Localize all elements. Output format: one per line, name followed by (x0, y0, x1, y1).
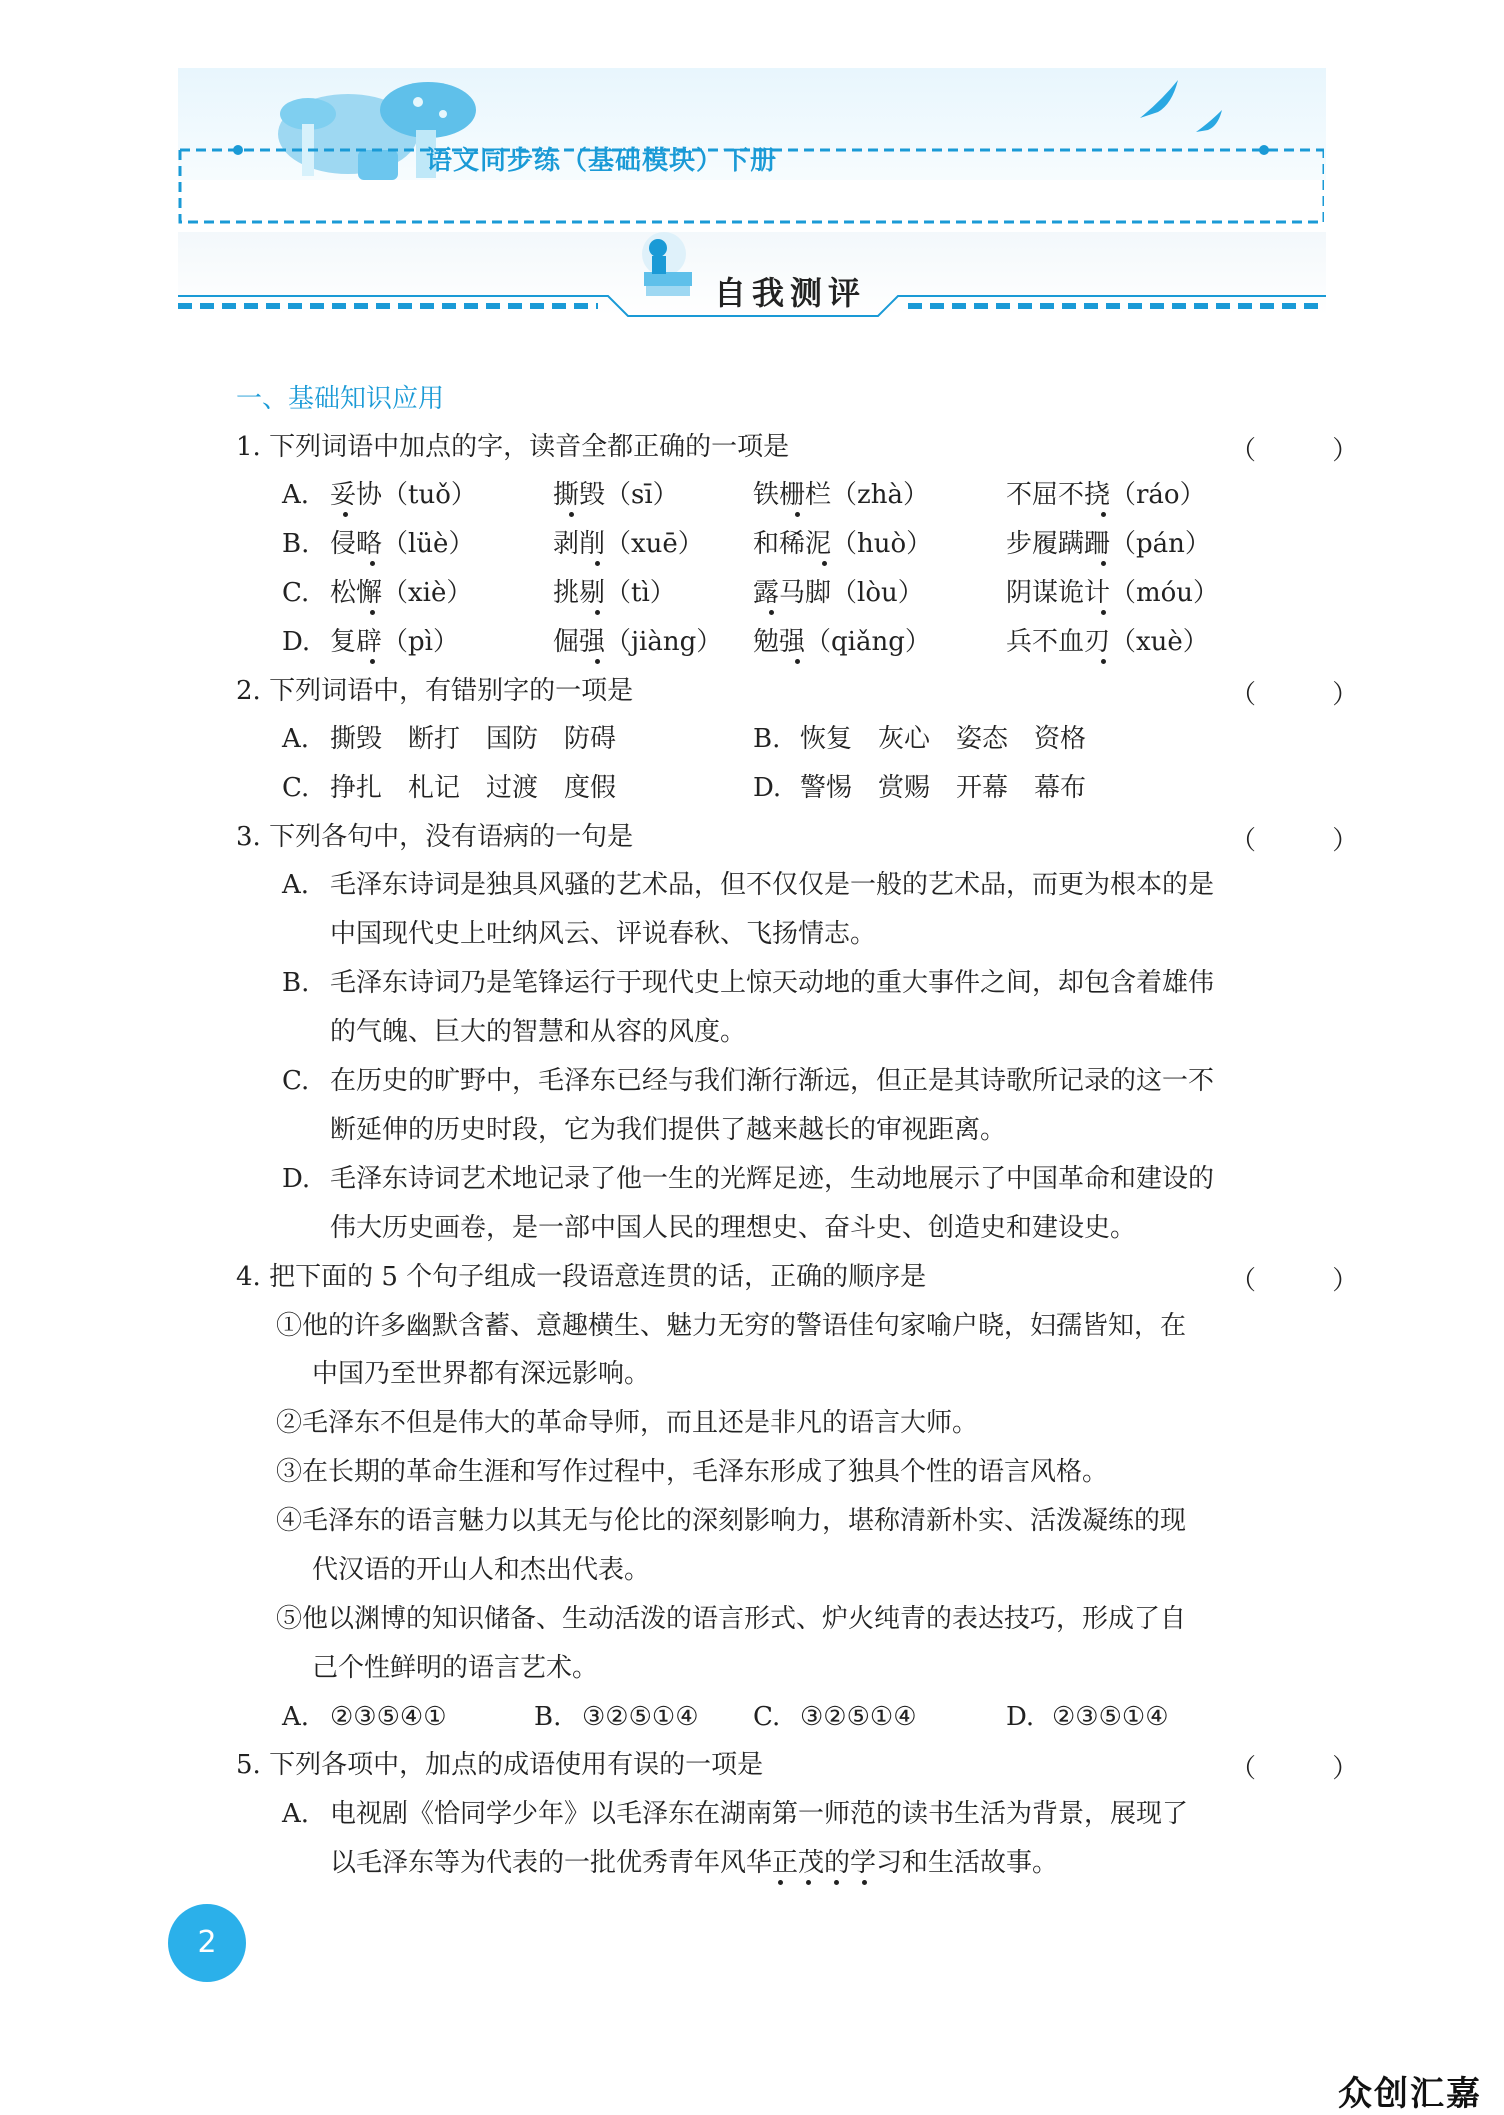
emphasis-dot (569, 512, 574, 517)
answer-blank: （ ） (1230, 436, 1393, 466)
option-line: 伟大历史画卷，是一部中国人民的理想史、奋斗史、创造史和建设史。 (330, 1213, 1137, 1243)
sentence-line: ④毛泽东的语言魅力以其无与伦比的深刻影响力，堪称清新朴实、活泼凝练的现 (276, 1506, 1187, 1536)
page-number-badge: 2 (168, 1904, 246, 1982)
question-stem: 下列各句中，没有语病的一句是 (269, 822, 634, 852)
option-label: D. (1006, 1702, 1035, 1732)
question-4 (236, 1260, 926, 1294)
option-text: ③②⑤①④ (582, 1702, 699, 1732)
option-item: 露马脚（lòu） (753, 578, 924, 608)
option-line: 中国现代史上吐纳风云、评说春秋、飞扬情志。 (330, 919, 877, 949)
option-label: D. (282, 627, 311, 657)
option-label: C. (282, 1066, 310, 1096)
option-item: 铁栅栏（zhà） (753, 480, 929, 510)
emphasis-dot (343, 512, 348, 517)
option-item: 步履蹒跚（pán） (1006, 529, 1211, 559)
answer-blank: （ ） (1230, 680, 1393, 710)
section-title: 自我测评 (714, 274, 867, 312)
option-text: 挣扎 札记 过渡 度假 (330, 773, 617, 803)
option-item: 和稀泥（huò） (753, 529, 933, 559)
option-label: A. (282, 724, 310, 754)
question-stem: 下列各项中，加点的成语使用有误的一项是 (269, 1750, 764, 1780)
question-number: 1. (236, 432, 261, 462)
sentence-line: ①他的许多幽默含蓄、意趣横生、魅力无穷的警语佳句家喻户晓，妇孺皆知，在 (276, 1311, 1187, 1341)
question-1 (236, 430, 789, 464)
option-text: 恢复 灰心 姿态 资格 (800, 724, 1087, 754)
option-text: 撕毁 断打 国防 防碍 (330, 724, 617, 754)
option-item: 倔强（jiàng） (553, 627, 723, 657)
option-item: 兵不血刃（xuè） (1006, 627, 1209, 657)
emphasis-dot (862, 1880, 867, 1885)
question-number: 3. (236, 822, 261, 852)
emphasis-dot (370, 610, 375, 615)
option-item: 不屈不挠（ráo） (1006, 480, 1206, 510)
option-line: 的气魄、巨大的智慧和从容的风度。 (330, 1017, 747, 1047)
emphasis-dot (834, 1880, 839, 1885)
emphasis-dot (778, 1880, 783, 1885)
emphasis-dot (1101, 659, 1106, 664)
option-label: A. (282, 480, 310, 510)
option-item: 挑剔（tì） (553, 578, 676, 608)
question-5 (236, 1748, 763, 1782)
book-title: 语文同步练（基础模块）下册 (426, 146, 778, 176)
option-line: 毛泽东诗词是独具风骚的艺术品，但不仅仅是一般的艺术品，而更为根本的是 (330, 870, 1215, 900)
emphasis-dot (822, 561, 827, 566)
option-line: 以毛泽东等为代表的一批优秀青年风华正茂的学习和生活故事。 (330, 1848, 1059, 1878)
emphasis-dot (795, 659, 800, 664)
emphasis-dot (1101, 561, 1106, 566)
answer-blank: （ ） (1230, 1754, 1393, 1784)
answer-blank: （ ） (1230, 1266, 1393, 1296)
emphasis-dot (595, 561, 600, 566)
option-text: ②③⑤④① (330, 1702, 447, 1732)
option-label: D. (753, 773, 782, 803)
sentence-line: 己个性鲜明的语言艺术。 (312, 1653, 599, 1683)
question-number: 4. (236, 1262, 261, 1292)
option-item: 侵略（lüè） (330, 529, 475, 559)
option-label: B. (282, 968, 310, 998)
option-item: 勉强（qiǎng） (753, 627, 931, 657)
option-line: 在历史的旷野中，毛泽东已经与我们渐行渐远，但正是其诗歌所记录的这一不 (330, 1066, 1215, 1096)
option-text: 警惕 赏赐 开幕 幕布 (800, 773, 1087, 803)
question-stem: 把下面的 5 个句子组成一段语意连贯的话，正确的顺序是 (269, 1262, 927, 1292)
question-stem: 下列词语中，有错别字的一项是 (269, 676, 634, 706)
option-text: ③②⑤①④ (800, 1702, 917, 1732)
answer-blank: （ ） (1230, 826, 1393, 856)
emphasis-dot (595, 659, 600, 664)
option-label: B. (282, 529, 310, 559)
reading-boy-icon (624, 228, 704, 308)
option-item: 剥削（xuē） (553, 529, 704, 559)
option-item: 妥协（tuǒ） (330, 480, 477, 510)
option-line: 毛泽东诗词乃是笔锋运行于现代史上惊天动地的重大事件之间，却包含着雄伟 (330, 968, 1215, 998)
emphasis-dot (1101, 610, 1106, 615)
emphasis-dot (595, 610, 600, 615)
option-label: A. (282, 1702, 310, 1732)
option-line: 断延伸的历史时段，它为我们提供了越来越长的审视距离。 (330, 1115, 1007, 1145)
option-label: C. (282, 773, 310, 803)
question-number: 2. (236, 676, 261, 706)
header-banner (178, 68, 1326, 180)
sentence-line: ⑤他以渊博的知识储备、生动活泼的语言形式、炉火纯青的表达技巧，形成了自 (276, 1604, 1187, 1634)
question-number: 5. (236, 1750, 261, 1780)
option-label: A. (282, 870, 310, 900)
option-label: A. (282, 1799, 310, 1829)
option-line: 电视剧《恰同学少年》以毛泽东在湖南第一师范的读书生活为背景，展现了 (330, 1799, 1189, 1829)
sentence-line: 代汉语的开山人和杰出代表。 (312, 1555, 651, 1585)
watermark: 众创汇嘉 (1338, 2074, 1482, 2114)
question-stem: 下列词语中加点的字，读音全都正确的一项是 (269, 432, 790, 462)
question-2 (236, 674, 633, 708)
sentence-line: 中国乃至世界都有深远影响。 (312, 1359, 651, 1389)
emphasis-dot (795, 512, 800, 517)
option-label: D. (282, 1164, 311, 1194)
emphasis-dot (370, 659, 375, 664)
question-3 (236, 820, 633, 854)
option-label: B. (753, 724, 781, 754)
option-label: C. (282, 578, 310, 608)
option-item: 撕毁（sī） (553, 480, 679, 510)
option-item: 复辟（pì） (330, 627, 459, 657)
sentence-line: ②毛泽东不但是伟大的革命导师，而且还是非凡的语言大师。 (276, 1408, 979, 1438)
option-item: 松懈（xiè） (330, 578, 473, 608)
emphasis-dot (806, 1880, 811, 1885)
option-item: 阴谋诡计（móu） (1006, 578, 1220, 608)
sentence-line: ③在长期的革命生涯和写作过程中，毛泽东形成了独具个性的语言风格。 (276, 1457, 1109, 1487)
option-label: B. (534, 1702, 562, 1732)
emphasis-dot (769, 610, 774, 615)
emphasis-dot (370, 561, 375, 566)
option-label: C. (753, 1702, 781, 1732)
option-line: 毛泽东诗词艺术地记录了他一生的光辉足迹，生动地展示了中国革命和建设的 (330, 1164, 1215, 1194)
option-text: ②③⑤①④ (1052, 1702, 1169, 1732)
emphasis-dot (1101, 512, 1106, 517)
part-title: 一、基础知识应用 (236, 384, 445, 414)
